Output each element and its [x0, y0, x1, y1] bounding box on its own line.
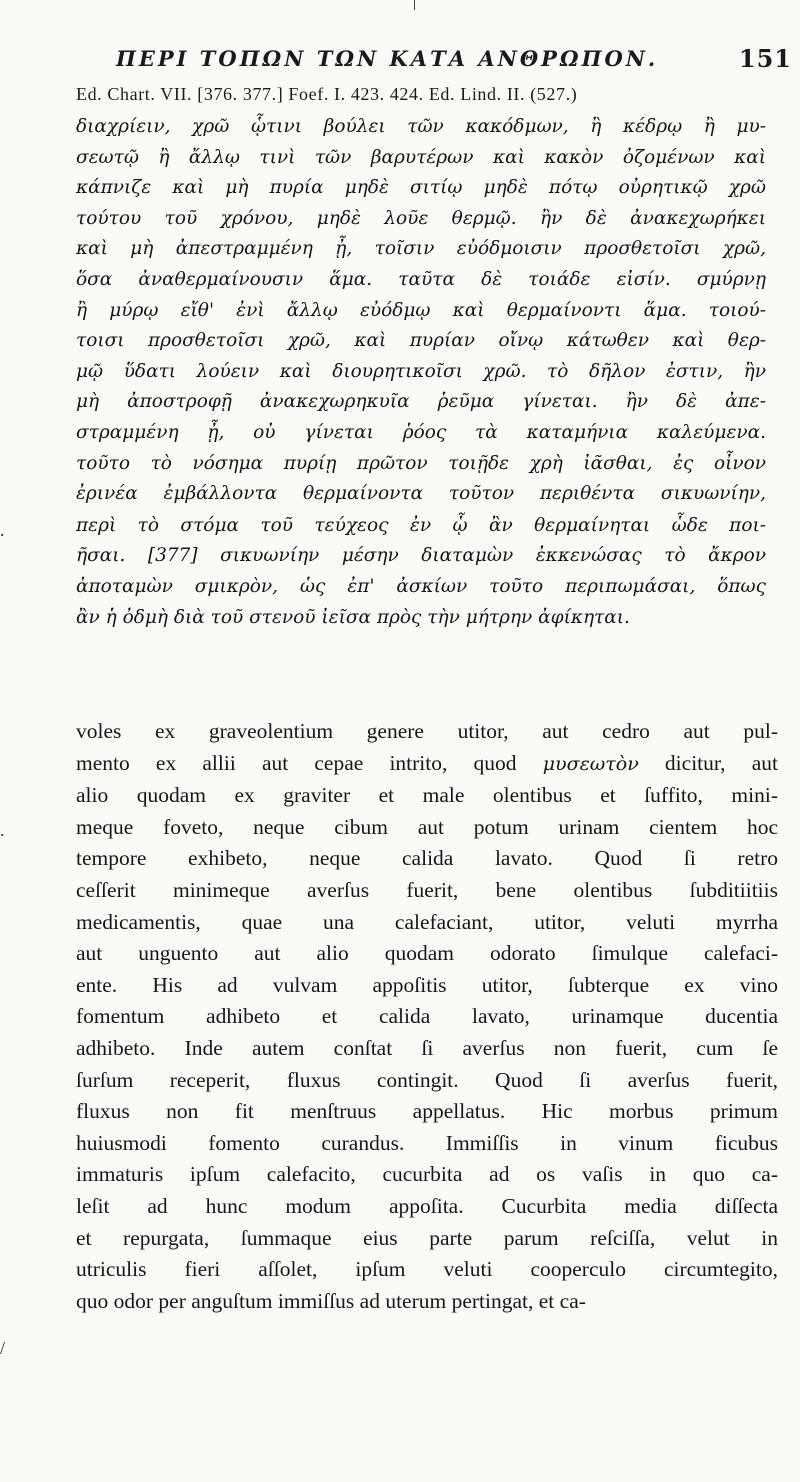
latin-text-line: adhibeto. Inde autem conſtat ſi averſus non fuerit, cum ſe: [76, 1035, 778, 1060]
greek-text-block: [76, 112, 766, 633]
greek-text-line: ῆσαι. [377] σικυωνίην μέσην διαταμὼν ἐκκενώσας τὸ ἄκρον: [76, 545, 766, 567]
greek-text-line: καὶ μὴ ἀπεστραμμένη ᾖ, τοῖσιν εὐόδμοισιν προσθετοῖσι χρῶ,: [76, 238, 766, 260]
greek-text-line: ὅσα ἀναθερμαίνουσιν ἅμα. ταῦτα δὲ τοιάδε εἰσίν. σμύρνῃ: [76, 268, 766, 290]
greek-text-line: μὴ ἀποστροφῇ ἀνακεχωρηκυῖα ῥεῦμα γίνεται. ἢν δὲ ἀπε-: [76, 391, 766, 413]
latin-text-line: fluxus non fit menſtruus appellatus. Hic morbus primum: [76, 1099, 778, 1124]
latin-text-line: et repurgata, ſummaque eius parte parum reſciſſa, velut in: [76, 1225, 778, 1250]
margin-slash-mark: /: [0, 1338, 6, 1358]
greek-text-line: τούτου τοῦ χρόνου, μηδὲ λοῦε θερμῷ. ἢν δὲ ἀνακεχωρήκει: [76, 207, 766, 229]
greek-text-line: σεωτῷ ἢ ἄλλῳ τινὶ τῶν βαρυτέρων καὶ κακὸν ὀζομένων καὶ: [76, 146, 766, 168]
latin-text-line: quo odor per anguſtum immiſſus ad uterum pertingat, et ca-: [76, 1288, 586, 1313]
running-header: [116, 40, 796, 84]
latin-text-line: ente. His ad vulvam appoſitis utitor, ſubterque ex vino: [76, 972, 778, 997]
margin-mark: .: [0, 520, 5, 540]
latin-text-line: voles ex graveolentium genere utitor, aut cedro aut pul-: [76, 719, 778, 743]
greek-text-line: περὶ τὸ στόμα τοῦ τεύχεος ἐν ᾧ ἂν θερμαίνηται ὧδε ποι-: [76, 514, 766, 536]
latin-text-line: leſit ad hunc modum appoſita. Cucurbita media diſſecta: [76, 1193, 778, 1218]
greek-text-line: ἀποταμὼν σμικρὸν, ὡς ἐπ' ἀσκίων τοῦτο περιπωμάσαι, ὅπως: [76, 575, 766, 597]
greek-text-line: στραμμένη ᾖ, οὐ γίνεται ῥόος τὰ καταμήνια καλεύμενα.: [76, 421, 766, 443]
latin-text-line: fomentum adhibeto et calida lavato, urinamque ducentia: [76, 1004, 778, 1029]
latin-text-line: huiusmodi fomento curandus. Immiſſis in vinum ficubus: [76, 1130, 778, 1155]
greek-text-line: ἂν ἡ ὀδμὴ διὰ τοῦ στενοῦ ἰεῖσα πρὸς τὴν μήτρην ἀφίκηται.: [76, 606, 630, 628]
greek-text-line: τοισι προσθετοῖσι χρῶ, καὶ πυρίαν οἴνῳ κάτωθεν καὶ θερ-: [76, 330, 766, 352]
latin-text-line: alio quodam ex graviter et male olentibus et ſuffito, mini-: [76, 783, 778, 808]
latin-text-line: meque foveto, neque cibum aut potum urinam cientem hoc: [76, 814, 778, 839]
latin-text-line: mento ex allii aut cepae intrito, quod μυσεωτὸν dicitur, aut: [76, 750, 778, 775]
edition-reference-line: Ed. Chart. VII. [376. 377.] Foef. I. 423. 424. Ed. Lind. II. (527.): [76, 84, 578, 104]
greek-text-line: ἐρινέα ἐμβάλλοντα θερμαίνοντα τοῦτον περιθέντα σικυωνίην,: [76, 483, 766, 505]
latin-text-line: utriculis fieri aſſolet, ipſum veluti cooperculo circumtegito,: [76, 1257, 778, 1282]
latin-text-line: immaturis ipſum calefacito, cucurbita ad os vaſis in quo ca-: [76, 1162, 778, 1187]
latin-text-line: aut unguento aut alio quodam odorato ſimulque calefaci-: [76, 941, 778, 966]
running-title: ΠΕΡΙ ΤΟΠΩΝ ΤΩΝ ΚΑΤΑ ΑΝΘΡΩΠΟΝ.: [116, 46, 659, 71]
greek-text-line: διαχρίειν, χρῶ ᾧτινι βούλει τῶν κακόδμων, ἢ κέδρῳ ἢ μυ-: [76, 116, 766, 137]
page-number: 151: [738, 44, 792, 73]
latin-text-line: tempore exhibeto, neque calida lavato. Quod ſi retro: [76, 846, 778, 871]
greek-text-line: τοῦτο τὸ νόσημα πυρίῃ πρῶτον τοιῇδε χρὴ ἰᾶσθαι, ἐς οἶνον: [76, 452, 766, 474]
latin-text-line: medicamentis, quae una calefaciant, utitor, veluti myrrha: [76, 909, 778, 934]
greek-text-line: ἢ μύρῳ εἴθ' ἐνὶ ἄλλῳ εὐόδμῳ καὶ θερμαίνοντι ἅμα. τοιού-: [76, 299, 766, 321]
latin-text-line: ceſſerit minimeque averſus fuerit, bene olentibus ſubditiitiis: [76, 877, 778, 902]
greek-text-line: κάπνιζε καὶ μὴ πυρία μηδὲ σιτίῳ μηδὲ πότῳ οὐρητικῷ χρῶ: [76, 177, 766, 199]
margin-mark: .: [0, 820, 5, 840]
greek-text-line: μῷ ὕδατι λούειν καὶ διουρητικοῖσι χρῶ. τὸ δῆλον ἐστιν, ἢν: [76, 360, 766, 382]
top-rule-mark: [414, 0, 415, 10]
latin-text-block: [76, 716, 778, 1317]
latin-text-line: ſurſum receperit, fluxus contingit. Quod ſi averſus fuerit,: [76, 1067, 778, 1092]
